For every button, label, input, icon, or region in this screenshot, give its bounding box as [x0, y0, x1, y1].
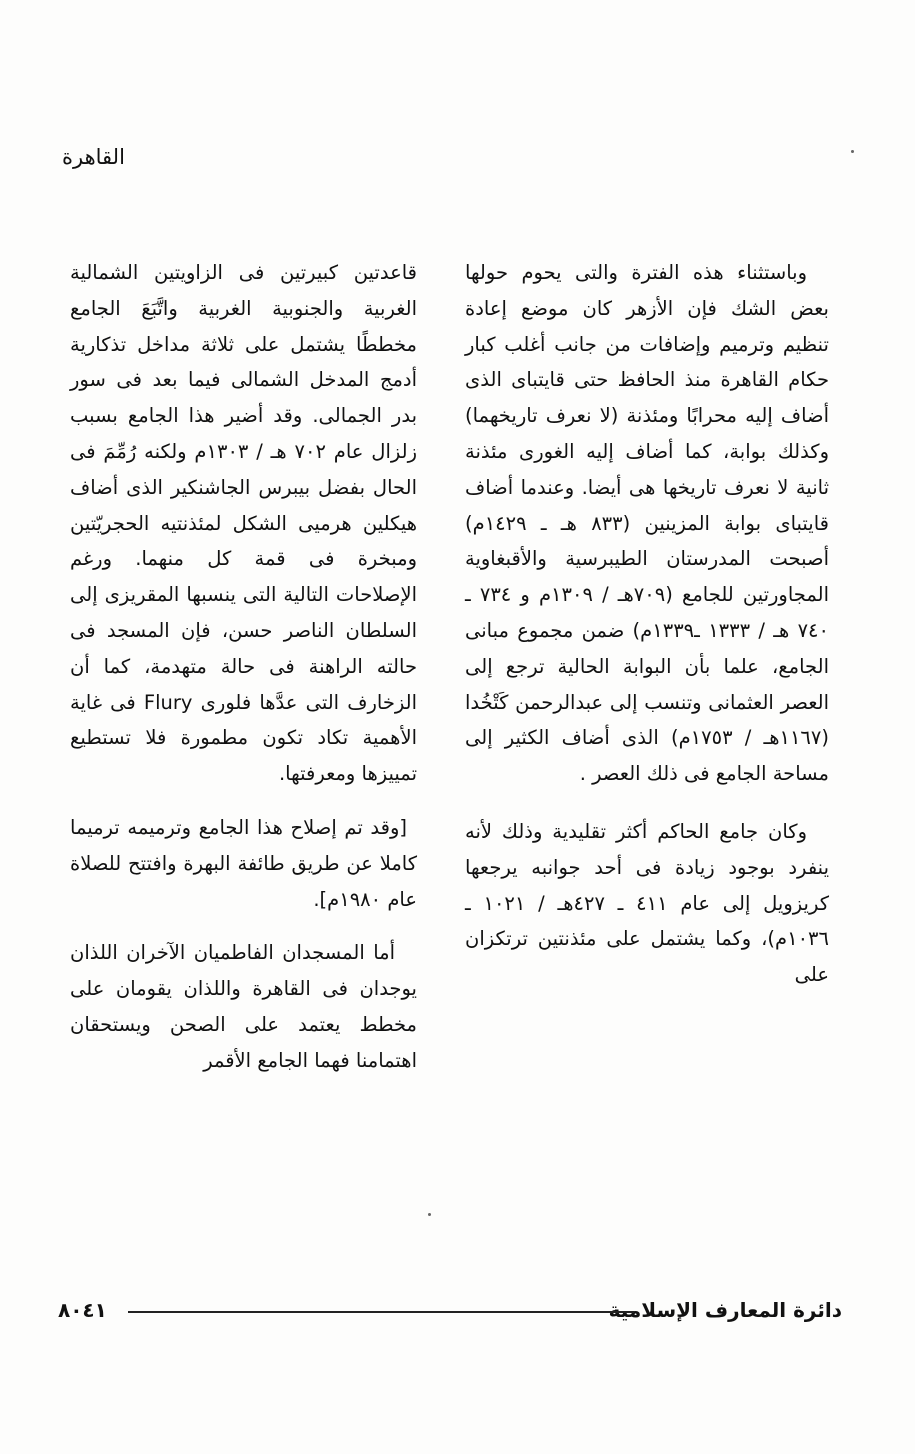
running-title: القاهرة — [62, 145, 125, 169]
left-column — [70, 255, 417, 1079]
page-footer — [58, 1296, 842, 1326]
left-column-paragraph-3: أما المسجدان الفاطميان الآخران اللذان يوجدان فى القاهرة واللذان يقومان على مخطط يعتمد على الصحن ويستحقان اهتمامنا فهما الجامع الأقمر — [70, 941, 417, 1072]
right-column — [465, 255, 829, 993]
footer-publication-title: دائرة المعارف الإسلامية — [608, 1298, 842, 1322]
left-column-paragraph-2: [وقد تم إصلاح هذا الجامع وترميمه ترميما كاملا عن طريق طائفة البهرة وافتتح للصلاة عام ١٩٨٠م]. — [70, 815, 417, 911]
left-column-paragraph-1: قاعدتين كبيرتين فى الزاويتين الشمالية الغربية والجنوبية الغربية واتَّبَعَ الجامع مخططًا يشتمل على ثلاثة مداخل تذكارية أدمج المدخل الشمالى فيما بعد فى سور بدر الجمالى. وقد أضير هذا الجامع بسبب زلزال عام ٧٠٢ هـ / ١٣٠٣م ولكنه رُمِّمَ فى الحال بفضل بيبرس الجاشنكير الذى أضاف هيكلين هرميى الشكل لمئذنتيه الحجريّتين ومبخرة فى قمة كل منهما. ورغم الإصلاحات التالية التى ينسبها المقريزى إلى السلطان الناصر حسن، فإن المسجد فى حالته الراهنة فى حالة متهدمة، كما أن الزخارف التى عدَّها فلورى Flury فى غاية الأهمية تكاد تكون مطمورة فلا تستطيع تمييزها ومعرفتها. — [70, 261, 417, 786]
right-column-paragraph-2: وكان جامع الحاكم أكثر تقليدية وذلك لأنه ينفرد بوجود زيادة فى أحد جوانبه يرجعها كريزويل إلى عام ٤١١ ـ ٤٢٧هـ / ١٠٢١ ـ ١٠٣٦م)، وكما يشتمل على مئذنتين ترتكزان على — [465, 819, 829, 987]
footer-page-number: ٨٠٤١ — [58, 1298, 107, 1322]
footer-rule — [128, 1311, 634, 1313]
scan-speck — [428, 1213, 431, 1216]
scan-speck — [851, 150, 854, 153]
right-column-paragraph-1: وباستثناء هذه الفترة والتى يحوم حولها بعض الشك فإن الأزهر كان موضع إعادة تنظيم وترميم وإضافات من جانب أغلب كبار حكام القاهرة منذ الحافظ حتى قايتباى الذى أضاف إليه محرابًا ومئذنة (لا نعرف تاريخهما) وكذلك بوابة، كما أضاف إليه الغورى مئذنة ثانية لا نعرف تاريخها هى أيضا. وعندما أضاف قايتباى بوابة المزينين (٨٣٣ هـ ـ ١٤٢٩م) أصبحت المدرستان الطيبرسية والأقبغاوية المجاورتين للجامع (٧٠٩هـ / ١٣٠٩م و ٧٣٤ ـ ٧٤٠ هـ / ١٣٣٣ ـ١٣٣٩م) ضمن مجموع مبانى الجامع، علما بأن البوابة الحالية ترجع إلى العصر العثمانى وتنسب إلى عبدالرحمن كَتْخُدا (١١٦٧هـ / ١٧٥٣م) الذى أضاف الكثير إلى مساحة الجامع فى ذلك العصر . — [465, 261, 829, 786]
